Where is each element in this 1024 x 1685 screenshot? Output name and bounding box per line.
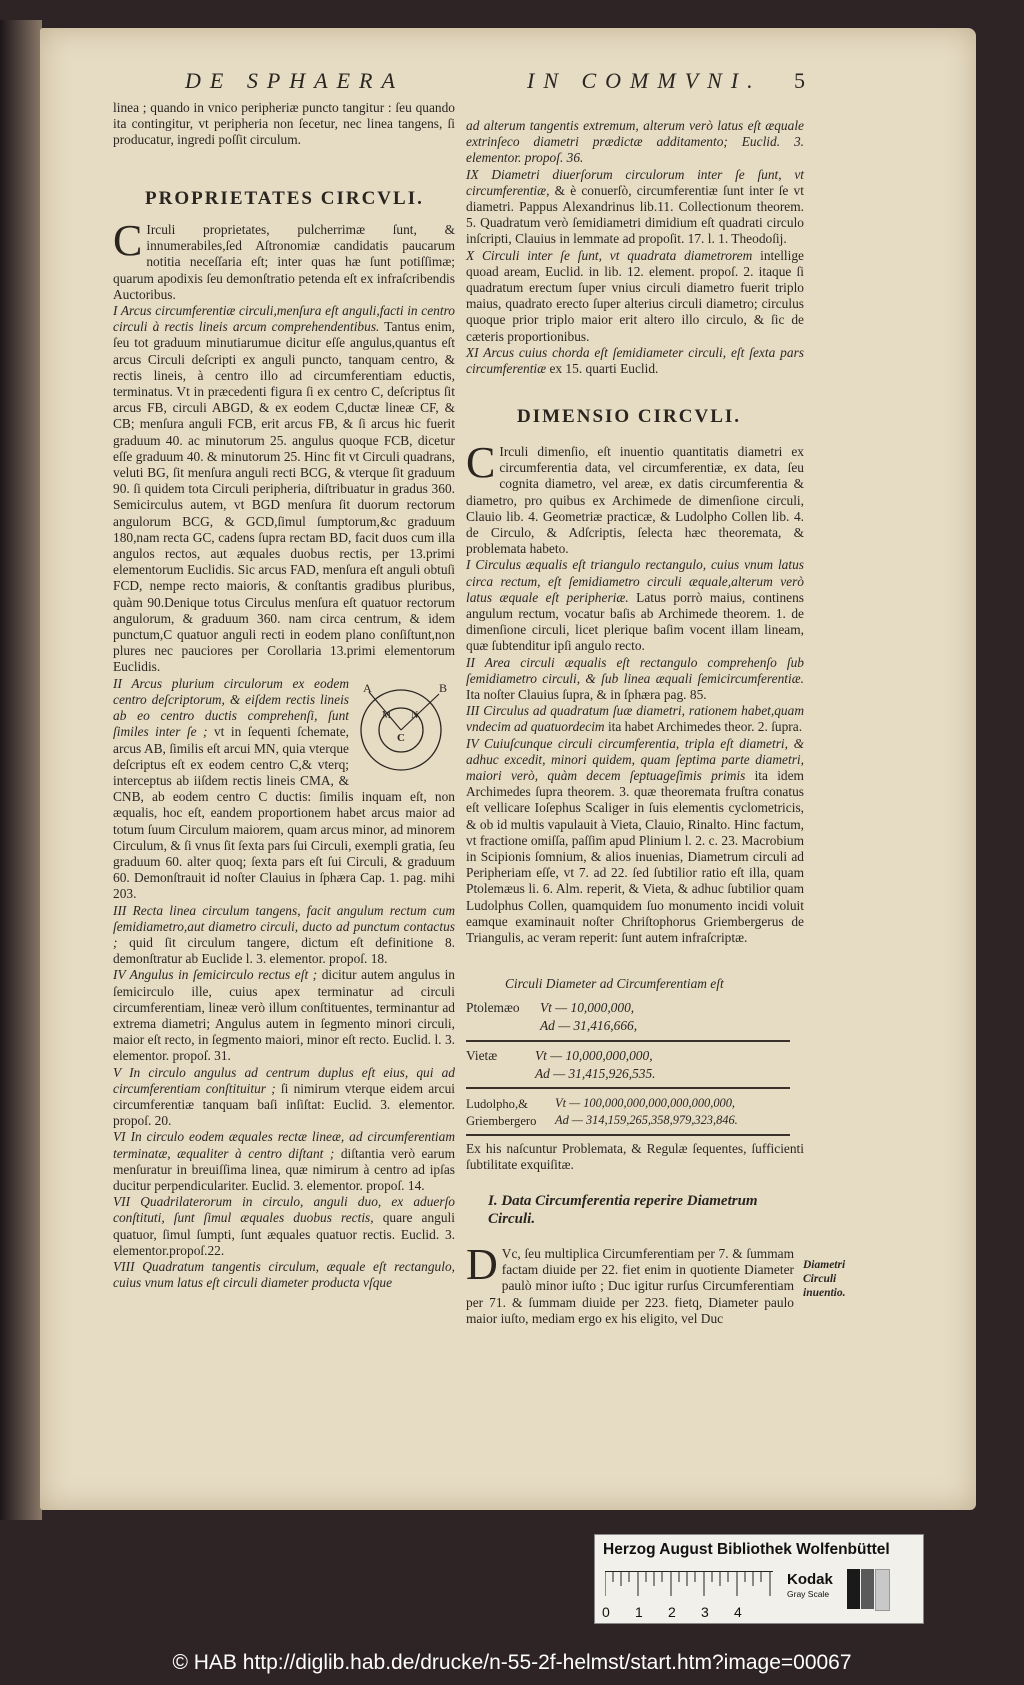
problem-1-title: I. Data Circumferentia reperire Diametrum Circuli. — [488, 1193, 758, 1227]
problem-1-text: D Vc, ſeu multiplica Circumferentiam per 7. & ſummam factam diuide per 22. fiet enim in quotiente Diameter paulò minor iuſto ; Duc igitur rurſus Circumferentiam per 71. & ſummam diuide per 223. fietq, Diameter paulo maior iuſto, mediam ergo ex his eligito, vel Duc — [466, 1240, 794, 1326]
running-head-right: IN COMMVNI. — [527, 68, 762, 93]
paragraph-dimensio-intro: C Irculi dimenſio, eſt inuentio quantitatis diametri ex circumferentia data, vel circumferentiæ, ex data, ſeu cognita diametro, vel areæ, ex datis circumferentia & diametro, pro quibus ex Archimede de dimenſione circuli, Clauio lib. 4. Geometriæ practicæ, & Ludolpho Collen lib. 4. de Circulo, & Adſcriptis, ſelecta hæc theoremata, & problemata habeto. — [466, 438, 804, 557]
table-row-name: Vietæ — [466, 1048, 498, 1063]
right-column-body — [466, 438, 805, 946]
proposition-11: XI Arcus cuius chorda eſt ſemidiameter circuli, eſt ſexta pars circumferentiæ ex 15. quarti Euclid. — [466, 344, 804, 377]
theorem-2: II Area circuli æqualis eſt rectangulo comprehenſo ſub ſemidiametro circuli, & ſub linea æquali ſemicircumferentiæ. Ita noſter Clauius ſupra, & in ſphæra pag. 85. — [466, 654, 804, 703]
label-b: B — [439, 680, 448, 695]
table-row-vt: Vt — 10,000,000, — [540, 1000, 635, 1015]
color-reference-card — [594, 1534, 924, 1624]
right-column-after-table — [466, 1141, 804, 1173]
page-number: 5 — [794, 68, 805, 93]
intro-paragraph: linea ; quando in vnico peripheriæ puncto tangitur : ſeu quando ita contingitur, vt peripheria non ſecetur, nec linea tangens, ſi producatur, ingredi poſſit circulum. — [113, 100, 455, 148]
proposition-6: VI In circulo eodem æquales rectæ lineæ, ad circumferentiam terminatæ, æqualiter à centro diſtant ; diſtantia verò earum menſuratur in breuiſſima linea, quæ nimirum à centro ad ipſas ducitur perpendiculariter. Euclid. 3. elementor. propoſ. 14. — [113, 1129, 455, 1193]
drop-cap: D — [466, 1240, 498, 1289]
section-title-proprietates: PROPRIETATES CIRCVLI. — [145, 188, 424, 209]
proposition-8: VIII Quadratum tangentis circulum, æquale eſt rectangulo, cuius vnum latus eſt circuli diameter producta vſque — [113, 1259, 455, 1291]
table-row-vt: Vt — 100,000,000,000,000,000,000, — [555, 1096, 736, 1110]
table-row-ad: Ad — 31,416,666, — [540, 1018, 638, 1033]
theorem-4: IV Cuiuſcunque circuli circumferentia, tripla eſt diametri, & adhuc excedit, minori quidem, quam ſeptima parte diametri, maiori verò, quàm decem ſeptuageſimis primis ita idem Archimedes ſupra theorem. 3. quæ theoremata fruſtra conatus eſt vellicare Ioſephus Scaliger in ſuis elementis cyclometricis, & ob id multis vapulauit à Vieta, Clauio, Rinalto. Hinc factum, vt fractione omiſſa, paſſim apud Plinium l. 2. c. 23. Macrobium in Scipionis ſomnium, & alios inuenias, Diametrum circuli ad Peripheriam eſſe, vt 7. ad 22. ſed ſubtilior ratio eſt illa, quam Ptolemæus li. 6. Alm. reperit, & Vieta, & adhuc ſubtilior quam Ludolphus Collen, quamquidem ſuo monumento incidi voluit eamque examinauit noſter Chriſtophorus Griembergerus de Triangulis, ac veram reperit: ſunt autem infraſcriptæ. — [466, 735, 804, 946]
ruler-scale: 0 1 2 3 4 — [605, 1571, 773, 1602]
book-gutter-shadow — [0, 20, 42, 1520]
kodak-logo-text: Kodak — [787, 1571, 833, 1588]
drop-cap: C — [466, 438, 496, 487]
proposition-1: I Arcus circumferentiæ circuli,menſura eſt anguli,facti in centro circuli à rectis lineis arcum comprehendentibus. Tantus enim, ſeu tot graduum minutiarumue dicitur eſſe angulus,quantus eſt arcus Circuli deſcripti ex anguli puncto, tanquam centro, & rectis lineis, à centro illo ad circumferentiam eductis, terminatus. Vt in præcedenti figura ſi ex centro C, deſcriptus ſit arcus FB, circuli ABGD, & ex eodem C,ductæ lineæ CF, & CB; menſura anguli FCB, erit arcus FB, & ſi arcus hic fuerit graduum 40. ac minutorum 25. angulus quoque FCB, dicetur eſſe graduum 40. & minutorum 25. Hinc fit vt Circuli quadrans, veluti BG, ſit menſura anguli recti BCG, & vterque ſit graduum 90. ſi quidem tota Circuli peripheria, diſtribuatur in gradus 360. Semicirculus autem, vt BGD menſura ſit duorum rectorum angulorum BCG, & GCD,ſimul ſumptorum,&c graduum 180,nam recta GC, cadens ſupra rectam BD, facit duos cum illa angulos rectos, aut æquales duobus rectis, per 13.primi elementorum Euclidis. Sic arcus FAD, menſura eſt anguli obtuſi FCD, nempe recto maioris, & conſtantis gradibus pluribus, quàm 90.Denique totus Circulus menſura eſt quatuor rectorum angulorum, & graduum 360. nam circa centrum, & idem punctum,C quatuor anguli recti in eodem plano conſiſtunt,non plures nec pauciores per Corollaria 13.primi elementorum Euclidis. — [113, 303, 456, 675]
table-row-ad: Ad — 31,415,926,535. — [535, 1066, 656, 1081]
ray-cb — [401, 694, 439, 730]
table-row-vt: Vt — 10,000,000,000, — [535, 1048, 653, 1063]
proposition-2: II Arcus plurium circulorum ex eodem centro deſcriptorum, & eiſdem rectis lineis ab eo centro ductis comprehenſi, ſunt ſimiles inter ſe ; vt in ſequenti ſchemate, arcus AB, ſimilis eſt arcui MN, quia vterque deſcriptus eſt ex eodem centro C,& vterq; interceptus ab iiſdem rectis lineis CMA, & CNB, ab eodem centro C ductis: ſimilis inquam eſt, non æqualis, hoc eſt, eandem proportionem habet arcus maior ad totum ſuum Circulum maiorem, quam arcus minor, ad minorem Circulum, & ſi vnus ſit ſexta pars ſui Circuli, exempli gratia, ſeu graduum 60. alter quoq; ſexta pars eſt ſui Circuli, & graduum 60. Demonſtrauit id noſter Clauius in ſphæra Cap. 1. pag. mihi 203. — [113, 675, 455, 902]
theorem-3: III Circulus ad quadratum ſuæ diametri, rationem habet,quam vndecim ad quatuordecim ita habet Archimedes theor. 2. ſupra. — [466, 703, 804, 735]
proposition-5: V In circulo angulus ad centrum duplus eſt eius, qui ad circumferentiam conſtituitur ; ſi nimirum vterque eidem arcui circumferentiæ tanquam baſi inſiſtat: Euclid. 3. elementor. propoſ. 20. — [113, 1064, 455, 1129]
label-c: C — [397, 731, 405, 744]
library-name: Herzog August Bibliothek Wolfenbüttel — [603, 1541, 890, 1558]
label-a: A — [363, 680, 372, 695]
proposition-7: VII Quadrilaterorum in circulo, anguli duo, ex aduerſo conſtituti, ſunt ſimul æquales duobus rectis, quare anguli quatuor, ſimul ſumpti, ſunt æquales quatuor rectis. Euclid. 3. elementor.propoſ.22. — [113, 1194, 455, 1258]
theorem-1: I Circulus æqualis eſt triangulo rectangulo, cuius vnum latus circa rectum, eſt ſemidiametro circuli æquale,alterum verò latus æquale eſt peripheriæ. Latus porrò maius, continens angulum rectum, vocatur baſis ab Archimede theorem. 1. de dimenſione circuli, licet plerique baſim vocent illam lineam, quæ ſubtenditur ipſi angulo recto. — [466, 557, 805, 654]
table-divider — [466, 1087, 790, 1089]
table-divider — [466, 1134, 790, 1136]
right-column-bottom — [466, 1240, 794, 1327]
section-title-dimensio: DIMENSIO CIRCVLI. — [517, 406, 742, 427]
table-caption: Circuli Diameter ad Circumferentiam eſt — [505, 976, 724, 991]
table-row-name: Ptolemæo — [466, 1000, 520, 1015]
problems-intro: Ex his naſcuntur Problemata, & Regulæ ſequentes, ſufficienti ſubtilitate exquiſitæ. — [466, 1141, 804, 1173]
table-row-name: Ludolpho,& Griembergero — [466, 1097, 537, 1128]
gray-swatch-dark — [861, 1569, 874, 1609]
proposition-3: III Recta linea circulum tangens, facit angulum rectum cum ſemidiametro,aut diametro circuli, ducto ad punctum contactus ; quid ſit circulum tangere, dictum eſt definitione 8. demonſtratur ab Euclide l. 3. elementor. propoſ. 18. — [113, 902, 455, 967]
margin-note: Diametri Circuli inuentio. — [803, 1259, 846, 1299]
proposition-9: IX Diametri diuerſorum circulorum inter ſe ſunt, vt circumferentiæ, & è conuerſò, circumferentiæ ſunt inter ſe vt diametri. Pappus Alexandrinus lib.11. Collectionum theorem. 5. Quadratum verò ſemidiametri dimidium eſt quadrati circulo inſcripti, Clauius in lemmate ad propoſit. 17. l. 1. Theodoſij. — [466, 166, 804, 247]
table-divider — [466, 1040, 790, 1042]
right-column-top — [466, 118, 804, 377]
gray-scale-label: Gray Scale — [787, 1589, 830, 1599]
label-m: M — [382, 709, 391, 721]
proposition-10: X Circuli inter ſe ſunt, vt quadrata diametrorem intellige quoad aream, Euclid. in lib. 12. element. propoſ. 2. itaque ſi quadratum erectum ſuper vnius circuli diametro fuerit triplo maius, quadrato erecto ſuper alterius circuli diametro; circulus quoque prior triplo maior erit altero illo circulo, & ſic de cæteris proportionibus. — [466, 247, 805, 344]
gray-swatch-light — [875, 1569, 890, 1611]
proposition-4: IV Angulus in ſemicirculo rectus eſt ; dicitur autem angulus in ſemicirculo ille, cuius apex terminatur ad circuli circumferentiam, lineæ verò illum conſtituentes, terminantur ad extrema diametri; Angulus autem in ſegmento minori circuli, maior eſt recto, in ſegmento maiori, minor eſt recto. Euclid. l. 3. elementor. propoſ. 31. — [113, 967, 455, 1064]
gray-swatch-black — [847, 1569, 860, 1609]
paragraph-proprietates-intro: C Irculi proprietates, pulcherrimæ ſunt, & innumerabiles,ſed Aſtronomiæ candidatis paucarum notitia neceſſaria eſt; inter quas hæ ſunt potiſſimæ; quarum apodixis ſeu demonſtratio petenda eſt ex infraſcribendis Auctoribus. — [113, 216, 455, 302]
left-column-intro — [113, 100, 455, 149]
table-row-ad: Ad — 314,159,265,358,979,323,846. — [555, 1113, 738, 1127]
proposition-8-continued: ad alterum tangentis extremum, alterum verò latus eſt æquale extrinſeco diametri prædictæ additamento; Euclid. 3. elementor. propoſ. 36. — [466, 118, 804, 166]
running-head-left: DE SPHAERA — [185, 68, 404, 93]
label-n: N — [411, 709, 419, 721]
left-column-body — [113, 216, 456, 1291]
circle-figure — [355, 680, 455, 772]
copyright-footer: © HAB http://diglib.hab.de/drucke/n-55-2f-helmst/start.htm?image=00067 — [172, 1651, 852, 1674]
drop-cap: C — [113, 216, 143, 265]
